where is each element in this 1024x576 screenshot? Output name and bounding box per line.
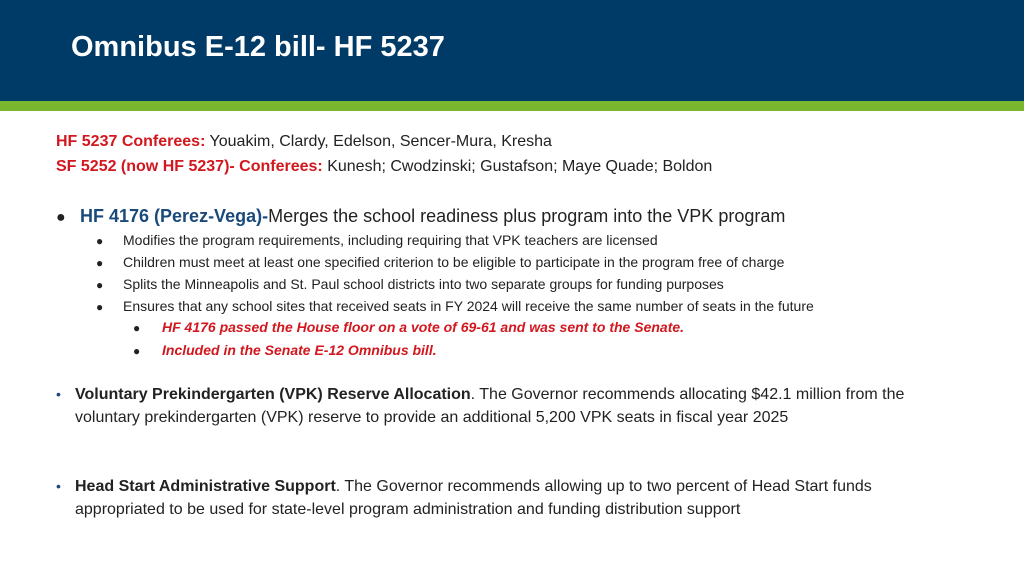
- sub-bullet: [96, 276, 724, 292]
- status-text: HF 4176 passed the House floor on a vote of 69-61 and was sent to the Senate.: [162, 319, 685, 335]
- head-start-text: . The Governor recommends allowing up to two percent of Head Start funds appropriated to be used for state-level program administration and funding distribution support: [75, 478, 872, 518]
- sub-bullet: [96, 298, 814, 314]
- house-conferees-label: HF 5237 Conferees:: [56, 133, 206, 150]
- senate-conferees-names: Kunesh; Cwodzinski; Gustafson; Maye Quade; Boldon: [322, 158, 713, 175]
- bullet-icon: ●: [96, 256, 104, 270]
- house-conferees-names: Youakim, Clardy, Edelson, Sencer-Mura, Kresha: [205, 133, 552, 150]
- senate-conferees-label: SF 5252 (now HF 5237)- Conferees:: [56, 158, 323, 175]
- bill-bullet: [56, 206, 785, 227]
- house-conferees: [56, 133, 552, 151]
- bullet-icon: ●: [56, 209, 66, 226]
- status-bullet: [133, 342, 437, 358]
- head-start-paragraph: [56, 475, 956, 521]
- sub-bullet-text: Children must meet at least one specified criterion to be eligible to participate in the program free of charge: [123, 254, 785, 270]
- sub-bullet: [96, 254, 784, 270]
- bullet-icon: ●: [96, 300, 104, 314]
- head-start-label: Head Start Administrative Support: [75, 478, 336, 495]
- bullet-icon: •: [56, 478, 61, 494]
- bullet-icon: ●: [133, 344, 141, 358]
- bill-text: Merges the school readiness plus program into the VPK program: [268, 206, 786, 226]
- bullet-icon: ●: [96, 234, 104, 248]
- sub-bullet-text: Modifies the program requirements, including requiring that VPK teachers are licensed: [123, 232, 658, 248]
- accent-bar: [0, 101, 1024, 111]
- vpk-paragraph: [56, 383, 956, 429]
- senate-conferees: [56, 158, 712, 176]
- sub-bullet-text: Ensures that any school sites that received seats in FY 2024 will receive the same number of seats in the future: [123, 298, 814, 314]
- sub-bullet-text: Splits the Minneapolis and St. Paul school districts into two separate groups for funding purposes: [123, 276, 724, 292]
- vpk-label: Voluntary Prekindergarten (VPK) Reserve Allocation: [75, 386, 471, 403]
- bill-label: HF 4176 (Perez-Vega)-: [80, 206, 269, 226]
- bullet-icon: ●: [96, 278, 104, 292]
- bullet-icon: ●: [133, 321, 141, 335]
- sub-bullet: [96, 232, 658, 248]
- status-bullet: [133, 319, 684, 335]
- slide-title: Omnibus E-12 bill- HF 5237: [71, 31, 445, 63]
- vpk-text: . The Governor recommends allocating $42.1 million from the voluntary prekindergarten (VPK) reserve to provide an additional 5,200 VPK seats in fiscal year 2025: [75, 386, 905, 426]
- title-banner: [0, 0, 1024, 101]
- bullet-icon: •: [56, 386, 61, 402]
- status-text: Included in the Senate E-12 Omnibus bill.: [162, 342, 437, 358]
